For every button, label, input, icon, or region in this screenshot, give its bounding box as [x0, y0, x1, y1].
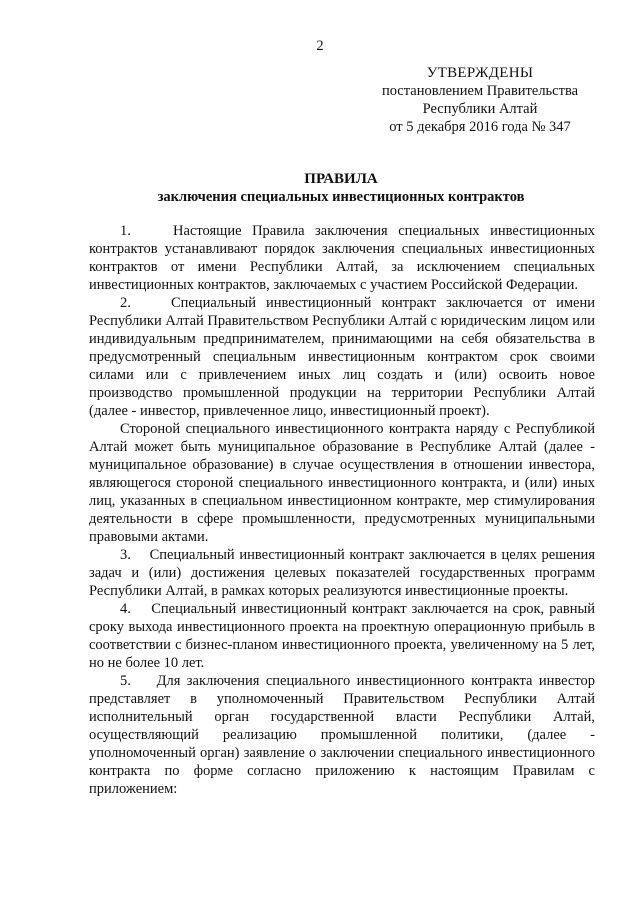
approval-line-3: от 5 декабря 2016 года № 347 — [389, 119, 571, 135]
title-subtitle: заключения специальных инвестиционных контрактов — [157, 189, 525, 205]
paragraph-2-continued: Стороной специального инвестиционного контракта наряду с Республикой Алтай может быть муниципальное образование в Республике Алтай (далее - муниципальное образование) в случае осуществления в отношении инвестора, являющегося стороной специального инвестиционного контракта, и (или) иных лиц, указанных в специальном инвестиционном контракте, мер стимулирования деятельности в сфере промышленности, предусмотренных муниципальными правовыми актами. — [89, 421, 595, 545]
paragraph-5: 5. Для заключения специального инвестиционного контракта инвестор представляет в уполномоченный Правительством Республики Алтай исполнительный орган государственной власти Республики Алтай, осуществляющий реализацию промышленной политики, (далее - уполномоченный орган) заявление о заключении специального инвестиционного контракта по форме согласно приложению к настоящим Правилам с приложением: — [89, 673, 595, 797]
paragraph-3: 3. Специальный инвестиционный контракт заключается в целях решения задач и (или) достижения целевых показателей государственных программ Республики Алтай, в рамках которых реализуются инвестиционные проекты. — [89, 547, 595, 599]
page-number: 2 — [316, 38, 324, 54]
document-body — [89, 222, 595, 798]
approval-line-1: постановлением Правительства — [381, 83, 579, 99]
approval-line-2: Республики Алтай — [422, 101, 538, 117]
paragraph-2: 2. Специальный инвестиционный контракт заключается от имени Республики Алтай Правительством Республики Алтай с юридическим лицом или индивидуальным предпринимателем, принимающими на себя обязательства в предусмотренный специальным инвестиционным контрактом срок своими силами или с привлечением иных лиц создать и (или) освоить новое производство промышленной продукции на территории Республики Алтай (далее - инвестор, привлеченное лицо, инвестиционный проект). — [89, 295, 595, 419]
approval-heading: УТВЕРЖДЕНЫ — [426, 65, 534, 81]
approval-stamp — [360, 64, 600, 136]
paragraph-1: 1. Настоящие Правила заключения специальных инвестиционных контрактов устанавливают порядок заключения специальных инвестиционных контрактов от имени Республики Алтай, за исключением специальных инвестиционных контрактов, заключаемых с участием Российской Федерации. — [89, 223, 595, 293]
document-title — [88, 170, 594, 206]
title-main: ПРАВИЛА — [304, 171, 378, 187]
paragraph-4: 4. Специальный инвестиционный контракт заключается на срок, равный сроку выхода инвестиционного проекта на проектную операционную прибыль в соответствии с бизнес-планом инвестиционного проекта, увеличенному на 5 лет, но не более 10 лет. — [89, 601, 595, 671]
